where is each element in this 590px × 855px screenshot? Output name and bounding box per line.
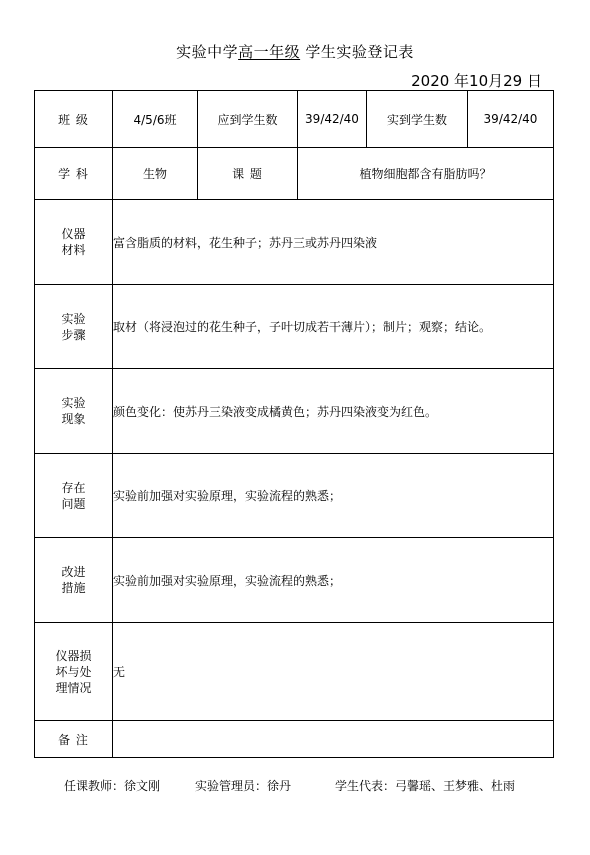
- phenomena-label: 实验 现象: [35, 369, 113, 454]
- form-name: 学生实验登记表: [305, 43, 414, 61]
- experiment-log-table: [34, 90, 554, 758]
- remarks-content: [113, 721, 554, 758]
- steps-label: 实验 步骤: [35, 285, 113, 369]
- grade-name: 高一年级: [238, 43, 301, 61]
- expected-count-label: 应到学生数: [198, 91, 298, 148]
- remarks-row: [35, 721, 554, 758]
- steps-row: [35, 285, 554, 369]
- improvements-row: [35, 538, 554, 623]
- problems-label: 存在 问题: [35, 454, 113, 538]
- problems-row: [35, 454, 554, 538]
- form-title: [0, 41, 590, 62]
- materials-content: 富含脂质的材料，花生种子；苏丹三或苏丹四染液: [113, 200, 554, 285]
- topic-label: 课 题: [198, 148, 298, 200]
- lab-manager-signature: 实验管理员：徐丹: [195, 779, 292, 793]
- actual-count-value: 39/42/40: [468, 91, 554, 148]
- actual-count-label: 实到学生数: [367, 91, 468, 148]
- teacher-signature: 任课教师：徐文刚: [64, 779, 161, 793]
- damage-label: 仪器损 坏与处 理情况: [35, 623, 113, 721]
- damage-content: 无: [113, 623, 554, 721]
- improvements-content: 实验前加强对实验原理，实验流程的熟悉；: [113, 538, 554, 623]
- expected-count-value: 39/42/40: [298, 91, 367, 148]
- topic-value: 植物细胞都含有脂肪吗？: [298, 148, 554, 200]
- phenomena-row: [35, 369, 554, 454]
- remarks-label: 备 注: [35, 721, 113, 758]
- materials-row: [35, 200, 554, 285]
- steps-content: 取材（将浸泡过的花生种子，子叶切成若干薄片）；制片；观察；结论。: [113, 285, 554, 369]
- school-name: 实验中学: [176, 43, 239, 61]
- subject-value: 生物: [113, 148, 198, 200]
- class-info-row: [35, 91, 554, 148]
- improvements-label: 改进 措施: [35, 538, 113, 623]
- record-date: 2020 年10月29 日: [411, 72, 542, 90]
- damage-row: [35, 623, 554, 721]
- class-value: 4/5/6班: [113, 91, 198, 148]
- materials-label: 仪器 材料: [35, 200, 113, 285]
- subject-label: 学 科: [35, 148, 113, 200]
- class-label: 班 级: [35, 91, 113, 148]
- problems-content: 实验前加强对实验原理，实验流程的熟悉；: [113, 454, 554, 538]
- student-rep-signature: 学生代表：弓馨瑶、王梦雅、杜雨: [335, 779, 516, 793]
- subject-row: [35, 148, 554, 200]
- phenomena-content: 颜色变化：使苏丹三染液变成橘黄色；苏丹四染液变为红色。: [113, 369, 554, 454]
